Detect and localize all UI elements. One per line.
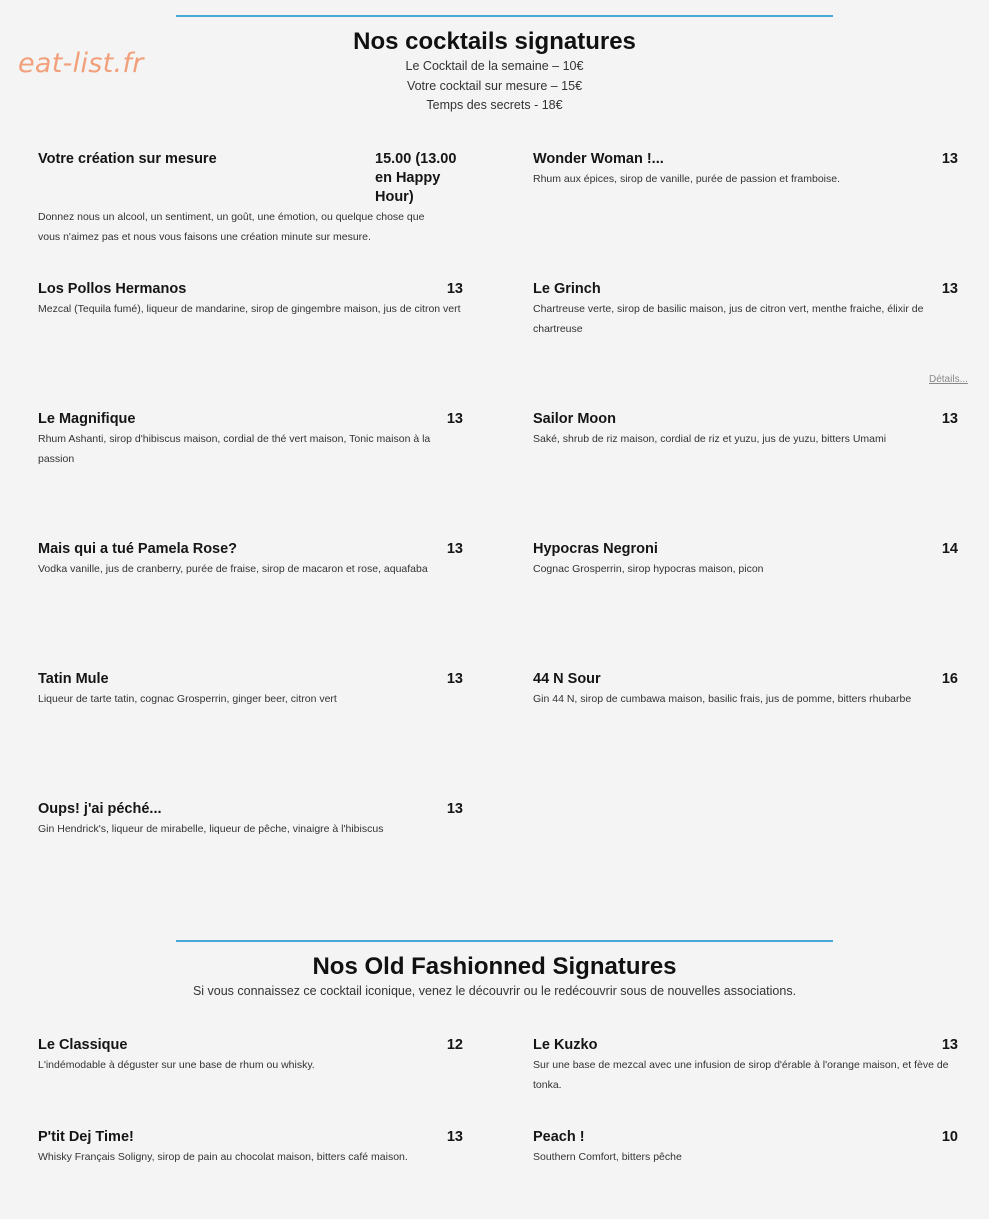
item-price: 13 xyxy=(446,541,463,557)
item-description: Rhum aux épices, sirop de vanille, purée de passion et framboise. xyxy=(533,173,841,185)
item-description: Cognac Grosperrin, sirop hypocras maison, picon xyxy=(533,563,764,575)
item-name: Oups! j'ai péché... xyxy=(38,801,162,817)
section-header-cocktails xyxy=(0,27,989,116)
item-description: Sur une base de mezcal avec une infusion de sirop d'érable à l'orange maison, et fève de tonka. xyxy=(533,1059,949,1091)
item-description: Saké, shrub de riz maison, cordial de riz et yuzu, jus de yuzu, bitters Umami xyxy=(533,433,887,445)
item-name: Los Pollos Hermanos xyxy=(38,281,187,297)
section-line: Le Cocktail de la semaine – 10€ xyxy=(405,59,584,73)
section-line: Temps des secrets - 18€ xyxy=(426,98,563,112)
item-description: Mezcal (Tequila fumé), liqueur de mandarine, sirop de gingembre maison, jus de citron vert xyxy=(38,303,461,315)
item-name: Le Kuzko xyxy=(533,1037,598,1053)
item-description: Liqueur de tarte tatin, cognac Grosperrin, ginger beer, citron vert xyxy=(38,693,337,705)
item-price: 13 xyxy=(446,671,463,687)
item-price: 13 xyxy=(446,801,463,817)
section-header-old-fashioned xyxy=(0,952,989,1002)
item-description: Gin 44 N, sirop de cumbawa maison, basilic frais, jus de pomme, bitters rhubarbe xyxy=(533,693,912,705)
watermark: eat-list.fr xyxy=(18,48,144,79)
item-name: Sailor Moon xyxy=(533,411,616,427)
item-price: 13 xyxy=(941,151,958,167)
item-name: Hypocras Negroni xyxy=(533,541,658,557)
section-divider xyxy=(176,940,833,942)
item-description: L'indémodable à déguster sur une base de rhum ou whisky. xyxy=(38,1059,315,1071)
item-description: Rhum Ashanti, sirop d'hibiscus maison, cordial de thé vert maison, Tonic maison à la passion xyxy=(38,433,431,465)
item-price: 13 xyxy=(941,281,958,297)
item-price: 16 xyxy=(941,671,958,687)
section-subtitle: Si vous connaissez ce cocktail iconique, venez le découvrir ou le redécouvrir sous de nouvelles associations. xyxy=(192,984,797,998)
section-divider xyxy=(176,15,833,17)
item-name: Wonder Woman !... xyxy=(533,151,664,167)
item-price: 12 xyxy=(446,1037,463,1053)
item-price: 14 xyxy=(941,541,958,557)
item-name: Le Classique xyxy=(38,1037,128,1053)
item-description: Chartreuse verte, sirop de basilic maison, jus de citron vert, menthe fraiche, élixir de chartreuse xyxy=(533,303,924,335)
section-line: Votre cocktail sur mesure – 15€ xyxy=(406,78,583,93)
item-name: Tatin Mule xyxy=(38,671,109,687)
item-name: Le Grinch xyxy=(533,281,601,297)
item-price: 10 xyxy=(941,1129,958,1145)
item-description: Vodka vanille, jus de cranberry, purée de fraise, sirop de macaron et rose, aquafaba xyxy=(38,563,428,575)
item-description: Southern Comfort, bitters pêche xyxy=(533,1151,682,1163)
item-name: P'tit Dej Time! xyxy=(38,1129,134,1145)
item-price: 13 xyxy=(941,411,958,427)
item-description: Donnez nous un alcool, un sentiment, un goût, une émotion, ou quelque chose que vous n'aimez pas et nous vous faisons une création minute sur mesure. xyxy=(38,211,425,243)
item-name: 44 N Sour xyxy=(533,671,601,687)
item-name: Votre création sur mesure xyxy=(38,151,217,167)
item-name: Le Magnifique xyxy=(38,411,136,427)
item-name: Mais qui a tué Pamela Rose? xyxy=(38,541,238,557)
section-title: Nos cocktails signatures xyxy=(353,28,636,55)
details-link[interactable]: Détails... xyxy=(929,374,968,385)
section-title: Nos Old Fashionned Signatures xyxy=(312,953,677,980)
item-price: 13 xyxy=(446,411,463,427)
item-price: 15.00 (13.00 en Happy Hour) xyxy=(375,151,457,205)
item-price: 13 xyxy=(446,1129,463,1145)
item-description: Gin Hendrick's, liqueur de mirabelle, liqueur de pêche, vinaigre à l'hibiscus xyxy=(38,823,384,835)
item-price: 13 xyxy=(446,281,463,297)
item-price: 13 xyxy=(941,1037,958,1053)
item-name: Peach ! xyxy=(533,1129,585,1145)
item-description: Whisky Français Soligny, sirop de pain au chocolat maison, bitters café maison. xyxy=(38,1151,408,1163)
